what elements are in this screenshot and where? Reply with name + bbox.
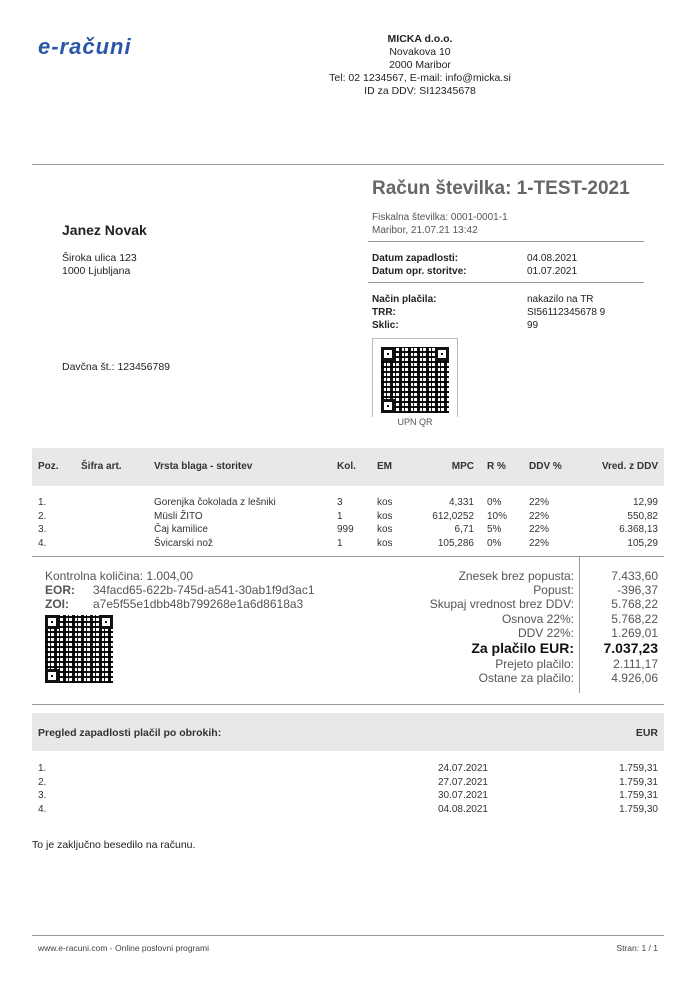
summary-label: Osnova 22%: <box>501 612 574 626</box>
total-due-label: Za plačilo EUR: <box>471 640 574 656</box>
payment-label: Način plačila: <box>372 294 437 305</box>
table-cell: 22% <box>529 524 550 535</box>
installment-col-date <box>420 762 488 816</box>
issuer-city: 2000 Maribor <box>389 59 451 71</box>
table-cell: 3 <box>337 497 343 508</box>
list-item: 24.07.2021 <box>437 763 488 774</box>
list-item: 1.759,31 <box>619 790 658 801</box>
summary-label: Znesek brez popusta: <box>458 569 574 583</box>
eor-value: 34facd65-622b-745d-a541-30ab1f9d3ac1 <box>93 583 315 597</box>
fiscal-qr-code <box>45 615 113 683</box>
table-cell: 612,0252 <box>432 510 474 522</box>
table-cell: 6.368,13 <box>619 524 658 535</box>
list-item: 04.08.2021 <box>437 803 488 815</box>
table-cell: 4,331 <box>448 497 474 508</box>
table-col-pos <box>38 496 46 550</box>
table-cell: 105,286 <box>437 537 474 549</box>
list-item: 27.07.2021 <box>437 776 488 788</box>
list-item: 1.759,31 <box>619 763 658 774</box>
list-item: 3. <box>38 790 47 801</box>
summary-value: 2.111,17 <box>613 657 658 671</box>
table-cell: 5% <box>487 524 502 535</box>
col-header-vat: DDV % <box>529 461 562 472</box>
installment-col-amount <box>590 762 658 816</box>
table-cell: 10% <box>487 510 508 522</box>
page-number: Stran: 1 / 1 <box>616 943 658 953</box>
table-cell: 105,29 <box>627 537 658 549</box>
list-item: 4. <box>38 803 47 815</box>
table-cell: 550,82 <box>627 510 658 522</box>
qr-finder <box>45 669 59 683</box>
table-cell: Gorenjka čokolada z lešniki <box>154 497 276 508</box>
col-header-discount: R % <box>487 461 506 472</box>
issuer-vat: ID za DDV: SI12345678 <box>364 85 476 97</box>
summary-label: Prejeto plačilo: <box>495 657 574 671</box>
table-cell: 0% <box>487 497 502 508</box>
divider <box>368 241 644 242</box>
table-cell: 999 <box>337 524 354 535</box>
eor-label: EOR: <box>45 583 75 597</box>
list-item: 30.07.2021 <box>437 790 488 801</box>
summary-value: 7.433,60 <box>611 569 658 583</box>
qr-finder <box>381 347 395 361</box>
footer-website: www.e-racuni.com - Online poslovni programi <box>38 943 210 953</box>
invoice-title: Račun številka: 1-TEST-2021 <box>372 178 630 199</box>
trr-value: SI56112345678 9 <box>527 307 606 318</box>
summary-label: Ostane za plačilo: <box>478 671 574 685</box>
list-item: 1.759,31 <box>619 776 658 788</box>
ref-label: Sklic: <box>372 320 399 331</box>
table-col-description <box>154 496 276 550</box>
buyer-address <box>62 252 137 278</box>
table-cell: 3. <box>38 524 47 535</box>
table-cell: Švicarski nož <box>154 537 213 549</box>
installments-title: Pregled zapadlosti plačil po obrokih: <box>38 727 222 739</box>
zoi-value: a7e5f55e1dbb48b799268e1a6d8618a3 <box>93 597 304 611</box>
table-cell: 22% <box>529 510 550 522</box>
col-header-price: MPC <box>451 461 474 472</box>
table-cell: 4. <box>38 537 47 549</box>
table-cell: 1. <box>38 497 47 508</box>
upn-qr-label: UPN QR <box>372 417 458 427</box>
ref-value: 99 <box>527 320 539 331</box>
fiscal-number: Fiskalna številka: 0001-0001-1 <box>372 212 508 223</box>
table-cell: kos <box>377 510 393 522</box>
issuer-street: Novakova 10 <box>389 46 451 58</box>
summary-label: Popust: <box>533 583 574 597</box>
table-cell: Čaj kamilice <box>154 524 208 535</box>
summary-value: 5.768,22 <box>611 597 658 611</box>
table-cell: kos <box>377 537 393 549</box>
col-header-qty: Kol. <box>337 461 356 472</box>
upn-qr-frame <box>372 338 458 422</box>
summary-value: 1.269,01 <box>611 626 658 640</box>
table-col-unit <box>377 496 393 550</box>
col-header-description: Vrsta blaga - storitev <box>154 461 253 472</box>
list-item: 2. <box>38 776 47 788</box>
table-cell: 1 <box>337 537 343 549</box>
table-col-total <box>578 496 658 550</box>
app-logo: e-računi <box>38 34 132 59</box>
service-value: 01.07.2021 <box>527 266 578 277</box>
divider <box>368 282 644 283</box>
qr-finder <box>99 615 113 629</box>
col-header-code: Šifra art. <box>81 461 122 472</box>
table-cell: 6,71 <box>454 524 474 535</box>
table-col-discount <box>487 496 507 550</box>
table-cell: 0% <box>487 537 502 549</box>
total-due-value: 7.037,23 <box>603 640 658 656</box>
footer-divider <box>32 935 664 936</box>
table-col-qty <box>337 496 354 550</box>
closing-text: To je zaključno besedilo na računu. <box>32 839 196 851</box>
table-cell: kos <box>377 497 393 508</box>
qr-finder <box>435 347 449 361</box>
installments-currency: EUR <box>635 727 658 739</box>
issuer-block <box>300 33 540 98</box>
table-cell: 22% <box>529 497 550 508</box>
issuer-contact: Tel: 02 1234567, E-mail: info@micka.si <box>329 72 511 84</box>
buyer-street: Široka ulica 123 <box>62 252 137 264</box>
payment-value: nakazilo na TR <box>527 294 594 305</box>
col-header-total: Vred. z DDV <box>601 461 658 472</box>
summary-value: -396,37 <box>617 583 658 597</box>
summary-label: Skupaj vrednost brez DDV: <box>429 597 574 611</box>
col-header-unit: EM <box>377 461 392 472</box>
table-cell: 22% <box>529 537 550 549</box>
qr-finder <box>45 615 59 629</box>
table-bottom-divider <box>32 556 664 557</box>
list-item: 1. <box>38 763 47 774</box>
issuer-name: MICKA d.o.o. <box>387 33 453 45</box>
buyer-tax-number: Davčna št.: 123456789 <box>62 361 170 373</box>
summary-divider <box>579 556 580 693</box>
divider <box>32 704 664 705</box>
buyer-name: Janez Novak <box>62 222 147 238</box>
due-label: Datum zapadlosti: <box>372 253 459 264</box>
table-cell: 12,99 <box>632 497 658 508</box>
summary-label: DDV 22%: <box>517 626 574 640</box>
table-col-vat <box>529 496 549 550</box>
qr-finder <box>381 399 395 413</box>
control-quantity: Kontrolna količina: 1.004,00 <box>45 569 194 583</box>
header-divider <box>32 164 664 165</box>
col-header-pos: Poz. <box>38 461 59 472</box>
summary-value: 4.926,06 <box>611 671 658 685</box>
summary-value: 5.768,22 <box>611 612 658 626</box>
due-value: 04.08.2021 <box>527 253 578 264</box>
service-label: Datum opr. storitve: <box>372 266 467 277</box>
table-col-price <box>414 496 474 550</box>
installment-col-pos <box>38 762 46 816</box>
table-cell: 2. <box>38 510 47 522</box>
buyer-city: 1000 Ljubljana <box>62 265 131 277</box>
place-date: Maribor, 21.07.21 13:42 <box>372 225 478 236</box>
table-cell: 1 <box>337 510 343 522</box>
table-cell: Müsli ŽITO <box>154 510 203 522</box>
list-item: 1.759,30 <box>619 803 658 815</box>
trr-label: TRR: <box>372 307 396 318</box>
zoi-label: ZOI: <box>45 597 69 611</box>
table-cell: kos <box>377 524 393 535</box>
